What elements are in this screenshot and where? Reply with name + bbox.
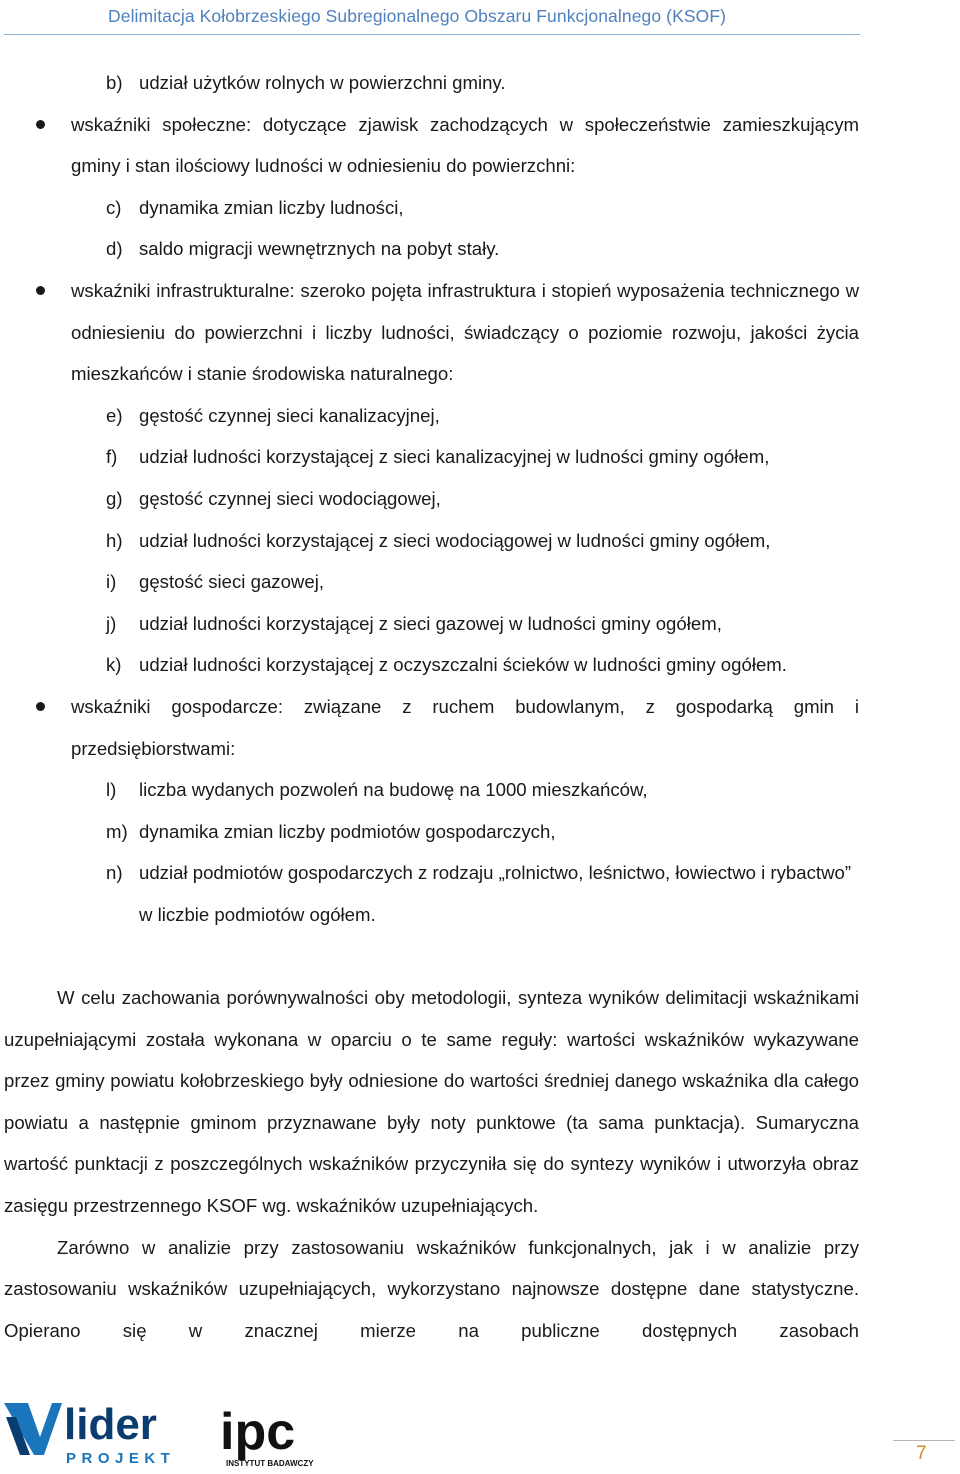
- page-number: 7: [916, 1443, 927, 1464]
- bullet-infrastructure: [0, 270, 859, 395]
- bullet-dot: [36, 120, 45, 129]
- item-marker: k): [106, 654, 122, 676]
- item-text: udział ludności korzystającej z sieci gazowej w ludności gminy ogółem,: [139, 612, 722, 634]
- item-marker: f): [106, 446, 118, 468]
- item-text: udział ludności korzystającej z oczyszczalni ścieków w ludności gminy ogółem.: [139, 654, 787, 676]
- list-item-n: [0, 852, 859, 935]
- footer-rule: [893, 1440, 955, 1441]
- list-item-e: [0, 395, 859, 437]
- item-marker: n): [106, 862, 123, 884]
- bullet-economic: [0, 686, 859, 769]
- item-marker: j): [106, 612, 117, 634]
- lider-projekt-logo: [4, 1400, 175, 1467]
- bullet-text: wskaźniki gospodarcze: związane z ruchem budowlanym, z gospodarką gmin i przedsiębiorstwami:: [71, 695, 859, 759]
- list-item-l: [0, 769, 859, 811]
- list-item-i: [0, 561, 859, 603]
- item-marker: g): [106, 487, 123, 509]
- lider-wordmark: lider: [64, 1400, 157, 1449]
- paragraph-gap: [0, 935, 960, 977]
- item-text: udział ludności korzystającej z sieci kanalizacyjnej w ludności gminy ogółem,: [139, 446, 770, 468]
- item-marker: l): [106, 779, 117, 801]
- item-marker: c): [106, 196, 122, 218]
- item-text: liczba wydanych pozwoleń na budowę na 1000 mieszkańców,: [139, 779, 648, 801]
- paragraph-methodology: W celu zachowania porównywalności oby metodologii, synteza wyników delimitacji wskaźnikami uzupełniającymi została wykonana w oparciu o te same reguły: wartości wskaźników wykazywane przez gminy powiatu kołobrzeskiego były odniesione do wartości średniej danego wskaźnika dla całego powiatu a następnie gminom przyznawane były noty punktowe (ta sama punktacja). Sumaryczna wartość punktacji z poszczególnych wskaźników przyczyniła się do syntezy wyników i utworzyła obraz zasięgu przestrzennego KSOF wg. wskaźników uzupełniających.: [4, 987, 859, 1217]
- item-text: gęstość sieci gazowej,: [139, 571, 324, 593]
- projekt-wordmark: PROJEKT: [66, 1450, 176, 1467]
- item-text: dynamika zmian liczby podmiotów gospodarczych,: [139, 820, 556, 842]
- item-text: gęstość czynnej sieci kanalizacyjnej,: [139, 404, 440, 426]
- item-marker: b): [106, 72, 123, 93]
- ipc-logo: [220, 1403, 314, 1468]
- list-item-m: [0, 811, 859, 853]
- bullet-dot: [36, 702, 45, 711]
- bullet-social: [0, 104, 859, 187]
- ipc-subtitle: INSTYTUT BADAWCZY: [226, 1459, 314, 1468]
- item-marker: i): [106, 571, 117, 593]
- paragraph-data-sources: Zarówno w analizie przy zastosowaniu wskaźników funkcjonalnych, jak i w analizie przy zastosowaniu wskaźników uzupełniających, wykorzystano najnowsze dostępne dane statystyczne. Opierano się w znacznej mierze na publiczne dostępnych zasobach: [4, 1236, 859, 1341]
- item-text: udział ludności korzystającej z sieci wodociągowej w ludności gminy ogółem,: [139, 529, 771, 551]
- ipc-wordmark: ipc: [220, 1403, 296, 1461]
- bullet-text: wskaźniki społeczne: dotyczące zjawisk zachodzących w społeczeństwie zamieszkującym gminy i stan ilościowy ludności w odniesieniu do powierzchni:: [71, 113, 859, 177]
- list-item-h: [0, 520, 859, 562]
- item-marker: d): [106, 238, 123, 260]
- list-item-c: [0, 187, 859, 229]
- item-marker: e): [106, 404, 123, 426]
- footer-logos: [4, 1399, 314, 1469]
- item-text: udział podmiotów gospodarczych z rodzaju „rolnictwo, leśnictwo, łowiectwo i rybactwo” w liczbie podmiotów ogółem.: [139, 862, 852, 925]
- list-item-d: [0, 228, 859, 270]
- document-body: [0, 62, 960, 1351]
- list-item-k: [0, 644, 859, 686]
- list-item-f: [0, 436, 859, 478]
- item-text: udział użytków rolnych w powierzchni gminy.: [139, 72, 506, 93]
- item-marker: m): [106, 820, 128, 842]
- item-marker: h): [106, 529, 123, 551]
- bullet-text: wskaźniki infrastrukturalne: szeroko pojęta infrastruktura i stopień wyposażenia technicznego w odniesieniu do powierzchni i liczby ludności, świadczący o poziomie rozwoju, jakości życia mieszkańców i stanie środowiska naturalnego:: [71, 279, 859, 385]
- list-item-g: [0, 478, 859, 520]
- list-item-b: [0, 62, 859, 104]
- item-text: saldo migracji wewnętrznych na pobyt stały.: [139, 238, 500, 260]
- item-text: gęstość czynnej sieci wodociągowej,: [139, 487, 441, 509]
- bullet-dot: [36, 286, 45, 295]
- list-item-j: [0, 603, 859, 645]
- item-text: dynamika zmian liczby ludności,: [139, 196, 404, 218]
- page-header: [4, 0, 860, 35]
- partner-logos: [4, 1399, 314, 1469]
- header-title: Delimitacja Kołobrzeskiego Subregionalnego Obszaru Funkcjonalnego (KSOF): [108, 6, 727, 26]
